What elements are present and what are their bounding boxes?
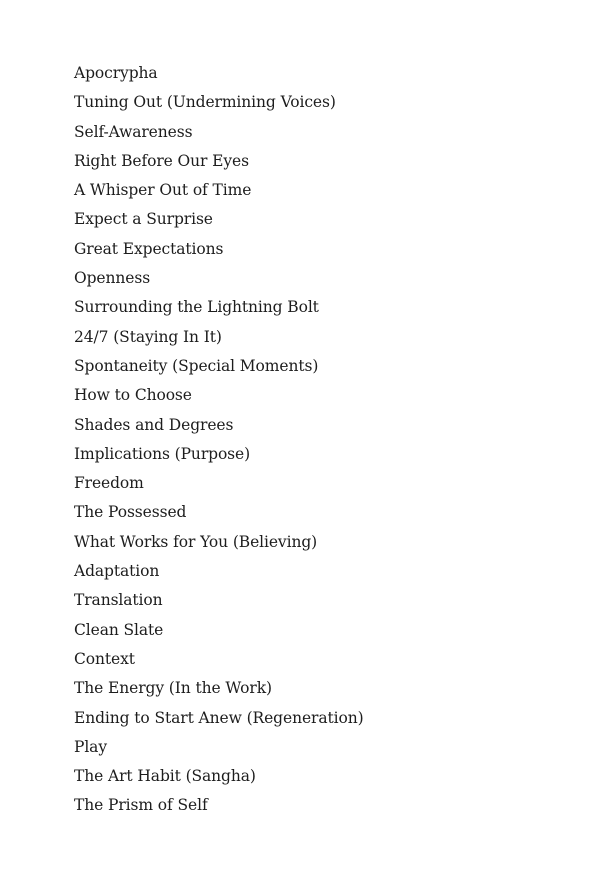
contents-entry: Spontaneity (Special Moments) — [74, 356, 319, 375]
contents-entry: Translation — [74, 591, 163, 610]
contents-entry: Surrounding the Lightning Bolt — [74, 298, 319, 317]
contents-entry: The Art Habit (Sangha) — [74, 767, 256, 786]
contents-entry: 24/7 (Staying In It) — [74, 327, 222, 346]
contents-entry: Expect a Surprise — [74, 210, 213, 229]
contents-entry: Right Before Our Eyes — [74, 151, 249, 170]
contents-entry: Shades and Degrees — [74, 415, 234, 434]
contents-entry: Tuning Out (Undermining Voices) — [74, 93, 336, 112]
contents-entry: Clean Slate — [74, 620, 164, 639]
contents-entry: How to Choose — [74, 386, 192, 405]
contents-entry: The Energy (In the Work) — [74, 679, 272, 698]
contents-entry: Apocrypha — [74, 64, 158, 82]
contents-entry: The Prism of Self — [74, 796, 208, 815]
contents-entry: Self-Awareness — [74, 122, 193, 141]
contents-entry: Freedom — [74, 474, 144, 493]
contents-list — [74, 59, 364, 821]
contents-entry: What Works for You (Believing) — [74, 532, 318, 551]
contents-entry: The Possessed — [74, 503, 187, 522]
contents-entry: Great Expectations — [74, 239, 224, 258]
contents-entry: Openness — [74, 269, 151, 288]
contents-entry: Ending to Start Anew (Regeneration) — [74, 708, 364, 727]
contents-entry: Adaptation — [74, 562, 160, 581]
contents-entry: Play — [74, 737, 107, 756]
contents-entry: Context — [74, 649, 135, 668]
contents-entry: A Whisper Out of Time — [74, 181, 252, 200]
contents-entry: Implications (Purpose) — [74, 444, 251, 463]
